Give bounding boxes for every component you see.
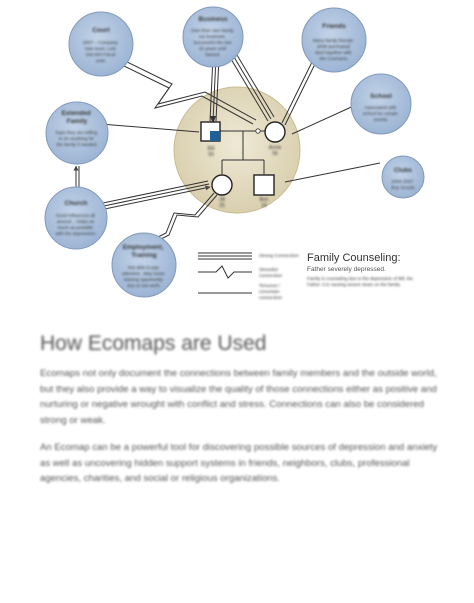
church-title: Church [64,200,88,207]
bill-age: 59 [208,152,214,158]
friends-description: Many family friends; 2006 purchased land together with the Coomans. [312,38,354,61]
legend-strong-label: Strong Connection [259,254,299,259]
extended-family-title: Extended Family [61,110,91,125]
paragraph-1: Ecomaps not only document the connections between family members and the outside world, but they also provide a way to visualize the quality of those connections either as positive and nurturing or negative wrought with conflict and stress. Connections can also be considered strong or weak. [40,368,437,426]
caption-body: Family is counseling due to the depression of Bill, the Father. It is causing severe strain on the family. [307,276,414,287]
jill-age: 25 [219,203,225,209]
node-church [45,187,107,249]
ben-square [254,175,274,195]
school-description: Associated with school for certain events. [362,105,398,122]
annie-age: 56 [272,151,278,157]
ben-name: Ben [259,197,269,203]
legend-stressful-label: Stressful connection [259,268,283,279]
friends-annie-connection [282,62,312,123]
court-title: Court [92,27,110,34]
node-school [351,74,411,134]
annie-name: Annie [268,145,282,151]
node-clubs [382,156,424,198]
court-description: 2007 – Company was sued. Lost 150,000 Fiscal year. [82,40,118,63]
jill-name: Jill [219,197,225,203]
church-description: Good influences all around... Helps as much as possible with the depression. [55,213,97,236]
document-section [40,332,440,499]
paragraph-2: An Ecomap can be a powerful tool for discovering possible sources of depression and anxiety as well as uncovering hidden support systems in friends, neighbors, clubs, professional agencies, charities, and social or religious organizations. [40,442,438,484]
ben-age: 16 [261,203,267,209]
caption-title: Family Counseling: [307,252,401,264]
clubs-ben-connection [285,163,380,182]
legend-tenuous-label: Tenuous / Uncertain connection [259,284,283,301]
caption-subtitle: Father severely depressed. [307,266,386,273]
extended-family-description: Says they are willing to do anything for the family if needed. [55,130,98,147]
node-employment-training [112,233,176,297]
node-extended-family [46,102,108,164]
legend [198,253,252,293]
node-court [69,12,133,76]
clubs-title: Clubs [393,167,413,174]
employment-title: Employment, Training [122,244,164,259]
node-business [183,7,243,67]
jill-circle [212,175,232,195]
friends-title: Friends [322,23,346,30]
business-description: Own their own family run business. Successful the last 15 years until lawsuit. [191,28,234,57]
bill-name: Bill [207,146,215,152]
section-heading: How Ecomaps are Used [40,332,267,355]
business-title: Business [198,16,228,23]
bill-depression-marker [210,131,220,141]
school-title: School [370,93,392,100]
node-friends [302,8,366,72]
annie-circle [265,122,285,142]
school-household-connection [292,104,358,134]
employment-description: Not able to pay attention...May loose training opportunity due to lost work. [122,265,165,288]
clubs-description: 2004-2007 Boy Scouts [391,179,415,190]
